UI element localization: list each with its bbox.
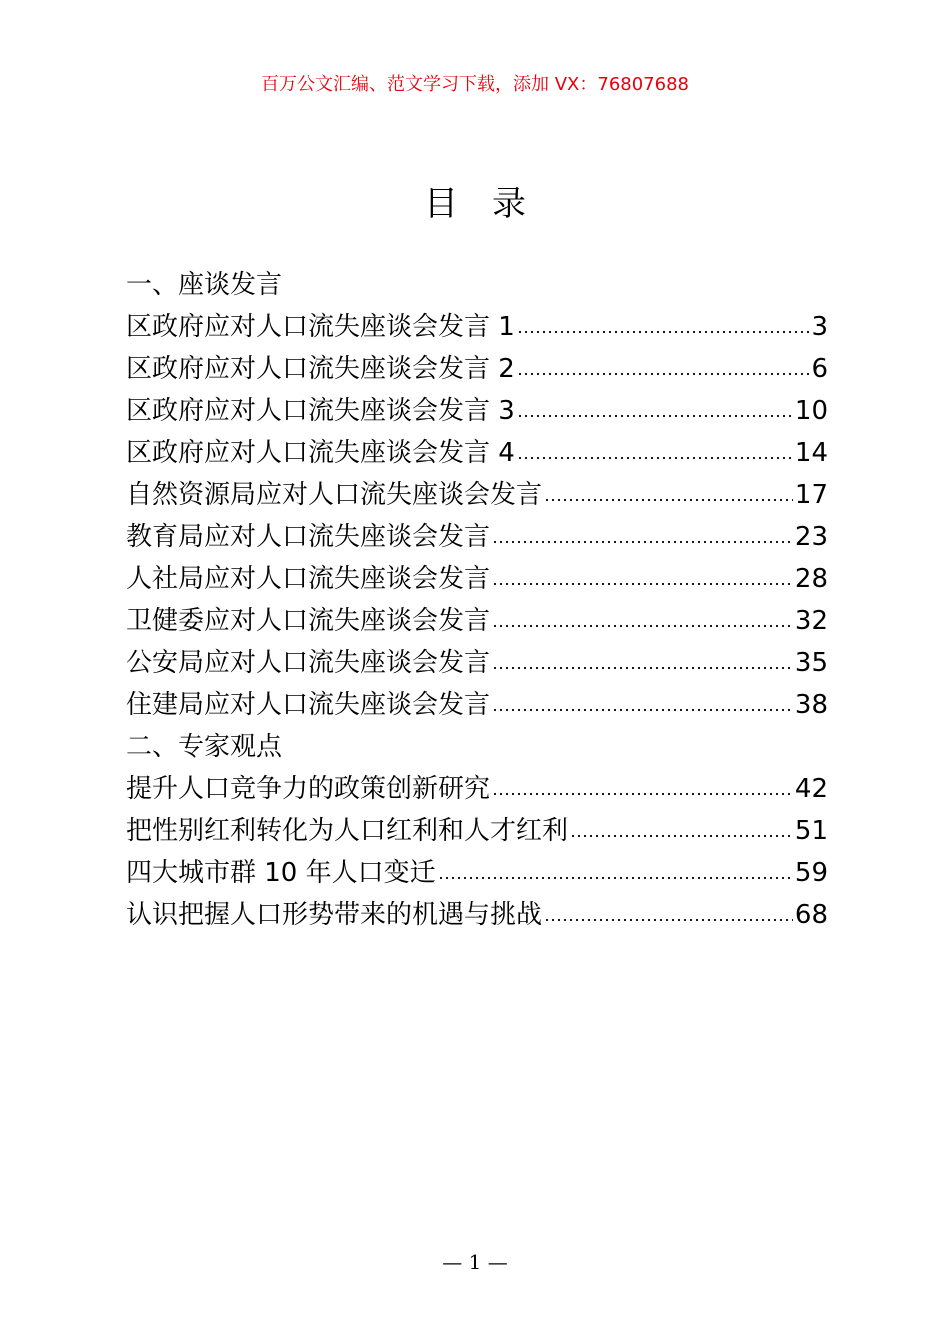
dot-leader: [517, 435, 793, 461]
dot-leader: [492, 603, 793, 629]
toc-entry-title: 人社局应对人口流失座谈会发言: [126, 564, 491, 594]
toc-entry[interactable]: [126, 474, 828, 516]
toc-entry[interactable]: [126, 684, 828, 726]
toc-entry-page: 51: [794, 816, 828, 846]
toc-entry-title: 住建局应对人口流失座谈会发言: [126, 690, 491, 720]
page-number: — 1 —: [442, 1250, 508, 1274]
toc-entry-page: 17: [794, 480, 828, 510]
toc-entry[interactable]: [126, 432, 828, 474]
toc-entry-page: 28: [794, 564, 828, 594]
dot-leader: [492, 561, 793, 587]
toc-entry[interactable]: [126, 894, 828, 936]
toc-entry[interactable]: [126, 852, 828, 894]
toc-entry-title: 区政府应对人口流失座谈会发言 3: [126, 396, 515, 426]
page-title: 目录: [424, 184, 560, 224]
toc-entry[interactable]: [126, 810, 828, 852]
toc-entry-page: 3: [811, 312, 828, 342]
toc-entry-title: 把性别红利转化为人口红利和人才红利: [126, 816, 569, 846]
toc-entry-page: 32: [794, 606, 828, 636]
toc-entry-title: 卫健委应对人口流失座谈会发言: [126, 606, 491, 636]
toc-entry-page: 23: [794, 522, 828, 552]
dot-leader: [492, 771, 793, 797]
toc-entry-title: 教育局应对人口流失座谈会发言: [126, 522, 491, 552]
toc-entry[interactable]: [126, 348, 828, 390]
toc-entry[interactable]: [126, 642, 828, 684]
toc-entry-title: 认识把握人口形势带来的机遇与挑战: [126, 900, 543, 930]
toc-entry-title: 自然资源局应对人口流失座谈会发言: [126, 480, 543, 510]
toc-entry[interactable]: [126, 558, 828, 600]
toc-entry[interactable]: [126, 600, 828, 642]
toc-entry[interactable]: [126, 768, 828, 810]
table-of-contents: [126, 264, 828, 936]
section-heading: 一、座谈发言: [126, 270, 283, 300]
toc-entry-page: 10: [794, 396, 828, 426]
toc-entry-title: 区政府应对人口流失座谈会发言 4: [126, 438, 515, 468]
dot-leader: [517, 393, 793, 419]
dot-leader: [492, 519, 793, 545]
dot-leader: [438, 855, 793, 881]
toc-entry[interactable]: [126, 390, 828, 432]
toc-entry-page: 35: [794, 648, 828, 678]
toc-entry-page: 38: [794, 690, 828, 720]
toc-entry-page: 59: [794, 858, 828, 888]
toc-entry-title: 提升人口竞争力的政策创新研究: [126, 774, 491, 804]
toc-entry-page: 14: [794, 438, 828, 468]
toc-entry-page: 6: [811, 354, 828, 384]
section-heading: 二、专家观点: [126, 732, 283, 762]
dot-leader: [492, 687, 793, 713]
dot-leader: [492, 645, 793, 671]
toc-entry-title: 区政府应对人口流失座谈会发言 1: [126, 312, 515, 342]
dot-leader: [517, 309, 810, 335]
toc-entry[interactable]: [126, 516, 828, 558]
toc-entry-page: 42: [794, 774, 828, 804]
toc-entry-title: 公安局应对人口流失座谈会发言: [126, 648, 491, 678]
toc-entry-title: 区政府应对人口流失座谈会发言 2: [126, 354, 515, 384]
dot-leader: [570, 813, 793, 839]
toc-entry-title: 四大城市群 10 年人口变迁: [126, 858, 436, 888]
dot-leader: [544, 477, 793, 503]
dot-leader: [544, 897, 793, 923]
dot-leader: [517, 351, 810, 377]
toc-entry-page: 68: [794, 900, 828, 930]
toc-entry[interactable]: [126, 306, 828, 348]
promo-banner: 百万公文汇编、范文学习下载，添加 VX：76807688: [261, 74, 689, 95]
